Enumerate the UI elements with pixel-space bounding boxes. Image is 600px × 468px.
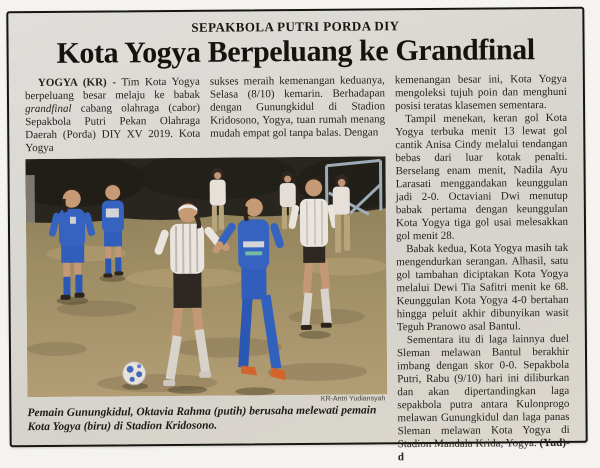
- author-signature: (Yud)-d: [397, 437, 570, 464]
- newspaper-clipping: [6, 7, 587, 464]
- article-kicker: SEPAKBOLA PUTRI PORDA DIY: [191, 18, 400, 35]
- intro-column-2: sukses meraih kemenangan keduanya, Selasa (8/10) kemarin. Berhadapan dengan Gunungkidul di Stadion Kridosono, Yogya, tuan rumah menang mudah empat gol tanpa balas. Dengan: [209, 74, 386, 141]
- match-photo: [25, 157, 387, 398]
- dateline: YOGYA (KR) -: [37, 76, 117, 90]
- intro-column-1: [25, 76, 201, 155]
- intro-text-2: cabang olahraga (cabor) Sepakbola Putri Pekan Olahraga Daerah (Porda) DIY XV 2019. Kota Yogya: [25, 102, 201, 155]
- photo-credit: KR-Antri Yudiansyah: [320, 395, 386, 404]
- article-body: [25, 73, 570, 467]
- intro-text-1: Tim Kota Yogya berpeluang besar melaju ke babak: [24, 76, 201, 103]
- article-column-3: [395, 73, 570, 464]
- intro-columns: [25, 75, 386, 156]
- intro-italic-word: grandfinal: [25, 103, 72, 116]
- paragraph: Babak kedua, Kota Yogya masih tak mengendurkan serangan. Alhasil, satu gol tambahan diciptakan Kota Yogya melalui Dewi Tia Safitri menit ke 68. Keunggulan Kota Yogya 4-0 bertahan hingga peluit akhir dibunyikan wasit Teguh Pranowo asal Bantul.: [396, 242, 569, 334]
- closing-paragraph: [397, 333, 570, 464]
- paragraph: Tampil menekan, keran gol Kota Yogya terbuka menit 13 lewat gol cantik Anisa Cindy melalui tendangan bebas dari luar kotak penalti. Berselang enam menit, Nadila Ayu Larasati menggandakan keunggulan jadi 2-0. Octaviani Dwi menutup babak pertama dengan keunggulan Kota Yogya tiga gol usai melesakkan gol menit 28.: [395, 112, 569, 243]
- paragraph: kemenangan besar ini, Kota Yogya mengoleksi tujuh poin dan menghuni posisi teratas klasemen sementara.: [394, 73, 567, 113]
- article-headline: Kota Yogya Berpeluang ke Grandfinal: [56, 33, 535, 70]
- article-left-zone: [25, 75, 388, 468]
- paragraph-text: Sementara itu di laga lainnya duel Sleman melawan Bantul berakhir imbang dengan skor 0-0. Sepakbola Putri, Rabu (9/10) hari ini diliburkan dan akan dipertandingkan laga sepakbola putra antara Kulonprogo melawan Gunungkidul dan laga panas Sleman melawan Kota Yogya di Stadion Mandala Krida, Yogya.: [396, 333, 570, 451]
- photo-caption: Pemain Gunungkidul, Oktavia Rahma (putih) berusaha melewati pemain Kota Yogya (biru) di Stadion Kridosono.: [27, 404, 377, 434]
- match-photo-graphic: [25, 157, 387, 398]
